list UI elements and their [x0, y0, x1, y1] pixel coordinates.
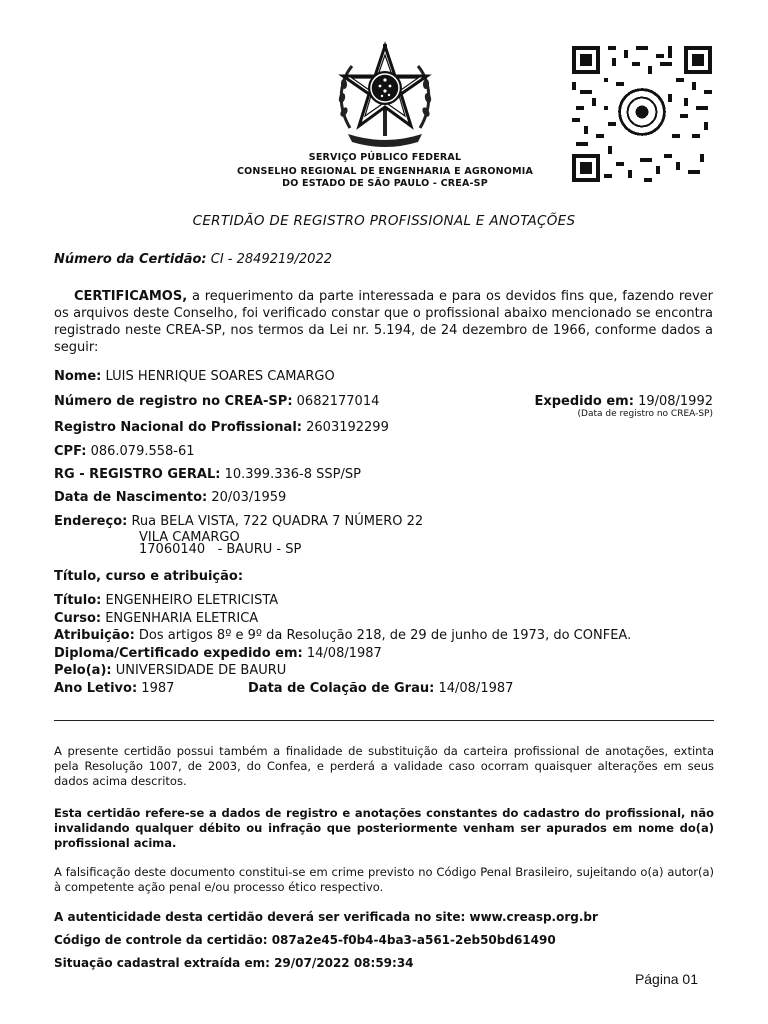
- authenticity-line: A autenticidade desta certidão deverá ser verificada no site: www.creasp.org.br: [54, 910, 598, 924]
- field-titulo: [54, 593, 278, 608]
- note-substituicao: A presente certidão possui também a finalidade de substituição da carteira profissional de anotações, extinta pela Resolução 1007, de 2003, do Confea, e perderá a validade caso ocorram quaisquer alterações em seus dados acima descritos.: [54, 744, 714, 788]
- field-rnp: [54, 420, 389, 435]
- field-value: LUIS HENRIQUE SOARES CAMARGO: [105, 369, 335, 384]
- field-label: RG - REGISTRO GERAL:: [54, 467, 221, 482]
- note-falsificacao: A falsificação deste documento constitui-se em crime previsto no Código Penal Brasileiro, sujeitando o(a) autor(a) à competente ação penal e/ou processo ético respectivo.: [54, 865, 714, 894]
- field-label: Diploma/Certificado expedido em:: [54, 646, 303, 661]
- control-code-line: Código de controle da certidão: 087a2e45-f0b4-4ba3-a561-2eb50bd61490: [54, 933, 556, 947]
- field-value: ENGENHARIA ELETRICA: [105, 611, 259, 626]
- field-value: 20/03/1959: [211, 490, 287, 505]
- field-expedido: [534, 394, 713, 409]
- field-value: 14/08/1987: [306, 646, 382, 661]
- intro-paragraph: [54, 288, 713, 356]
- field-label: Pelo(a):: [54, 663, 112, 678]
- field-label: Título:: [54, 593, 102, 608]
- qr-code-icon[interactable]: [572, 46, 712, 182]
- field-cpf: [54, 444, 195, 459]
- field-value: ENGENHEIRO ELETRICISTA: [105, 593, 279, 608]
- address-district: VILA CAMARGO: [139, 530, 240, 545]
- field-value: 2603192299: [306, 420, 389, 435]
- field-value: Dos artigos 8º e 9º da Resolução 218, de 29 de junho de 1973, do CONFEA.: [138, 628, 632, 643]
- field-value: 19/08/1992: [638, 394, 713, 409]
- intro-lead: CERTIFICAMOS,: [74, 289, 188, 304]
- intro-text: a requerimento da parte interessada e para os devidos fins que, fazendo rever os arquivos deste Conselho, foi verificado constar que o profissional abaixo mencionado se encontra registrado neste CREA-SP, nos termos da Lei nr. 5.194, de 24 dezembro de 1966, conforme dados a seguir:: [54, 289, 713, 355]
- field-pelo: [54, 663, 286, 678]
- field-label: Data de Nascimento:: [54, 490, 208, 505]
- field-label: CPF:: [54, 444, 87, 459]
- field-ano-letivo: [54, 681, 174, 696]
- note-cadastro: Esta certidão refere-se a dados de registro e anotações constantes do cadastro do profissional, não invalidando qualquer débito ou infração que posteriormente venham ser apurados em nome do(a) profissional acima.: [54, 806, 714, 850]
- certificate-number-label: Número da Certidão:: [54, 252, 207, 267]
- field-expedido-note: (Data de registro no CREA-SP): [577, 409, 713, 419]
- address-continuation: [139, 532, 301, 556]
- certificate-number: [54, 252, 332, 267]
- header-state-line: DO ESTADO DE SÃO PAULO - CREA-SP: [282, 178, 488, 189]
- field-value: 0682177014: [296, 394, 380, 409]
- page-number: Página 01: [634, 971, 698, 987]
- situation-line: Situação cadastral extraída em: 29/07/2022 08:59:34: [54, 956, 414, 970]
- field-numero-registro: [54, 394, 379, 409]
- section-titulo-curso-atribuicao: Título, curso e atribuição:: [54, 569, 244, 584]
- field-value: 10.399.336-8 SSP/SP: [224, 467, 361, 482]
- field-value: 14/08/1987: [438, 681, 514, 696]
- field-label: Atribuição:: [54, 628, 135, 643]
- header-council-line: CONSELHO REGIONAL DE ENGENHARIA E AGRONOMIA: [236, 166, 534, 177]
- certificate-number-value: CI - 2849219/2022: [210, 252, 332, 267]
- field-nascimento: [54, 490, 286, 505]
- address-city: 17060140 - BAURU - SP: [139, 542, 302, 557]
- field-atribuicao: [54, 628, 631, 643]
- field-label: Número de registro no CREA-SP:: [54, 394, 293, 409]
- section-divider: [54, 720, 714, 721]
- field-value: 086.079.558-61: [90, 444, 195, 459]
- field-label: Data de Colação de Grau:: [248, 681, 435, 696]
- field-value: Rua BELA VISTA, 722 QUADRA 7 NÚMERO 22: [131, 514, 424, 529]
- field-endereco: [54, 514, 423, 529]
- field-label: Curso:: [54, 611, 102, 626]
- field-label: Expedido em:: [534, 394, 634, 409]
- field-label: Endereço:: [54, 514, 128, 529]
- field-nome: [54, 369, 335, 384]
- field-label: Ano Letivo:: [54, 681, 138, 696]
- document-title: CERTIDÃO DE REGISTRO PROFISSIONAL E ANOTAÇÕES: [192, 213, 576, 229]
- field-label: Registro Nacional do Profissional:: [54, 420, 302, 435]
- field-diploma: [54, 646, 382, 661]
- field-rg: [54, 467, 361, 482]
- field-colacao: [248, 681, 513, 696]
- field-curso: [54, 611, 258, 626]
- header-service-line: SERVIÇO PÚBLICO FEDERAL: [308, 152, 462, 163]
- field-value: 1987: [141, 681, 175, 696]
- brazil-coat-of-arms-icon: [330, 38, 440, 148]
- field-label: Nome:: [54, 369, 102, 384]
- field-value: UNIVERSIDADE DE BAURU: [115, 663, 287, 678]
